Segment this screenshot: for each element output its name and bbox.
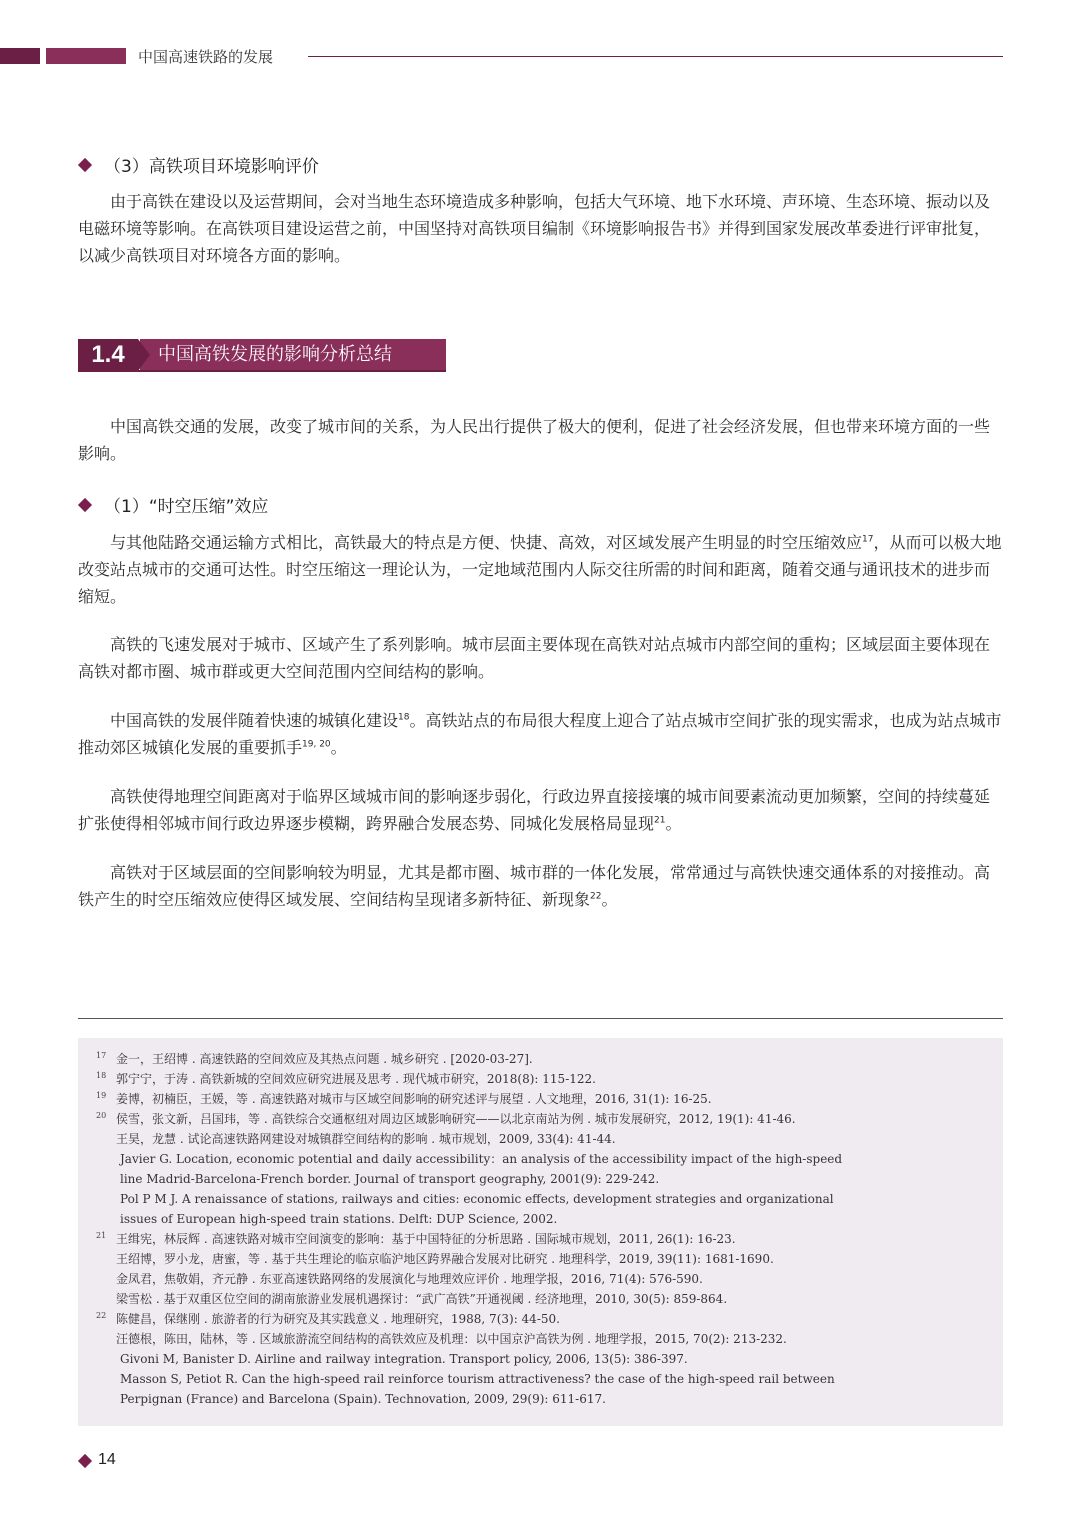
footnote-number: 18 bbox=[96, 1071, 107, 1080]
section-heading-1-4 bbox=[78, 339, 446, 371]
footnote-item bbox=[94, 1049, 994, 1069]
footnote-item bbox=[94, 1109, 994, 1129]
footnote-text: Masson S, Petiot R. Can the high-speed rail reinforce tourism attractiveness? the case of the high-speed rail between bbox=[120, 1372, 835, 1386]
footnote-item bbox=[94, 1389, 994, 1409]
paragraph-environment: 由于高铁在建设以及运营期间，会对当地生态环境造成多种影响，包括大气环境、地下水环境、声环境、生态环境、振动以及电磁环境等影响。在高铁项目建设运营之前，中国坚持对高铁项目编制《环境影响报告书》并得到国家发展改革委进行评审批复，以减少高铁项目对环境各方面的影响。 bbox=[78, 192, 991, 265]
footnote-text: 梁雪松 . 基于双重区位空间的湖南旅游业发展机遇探讨：“武广高铁”开通视阈 . 经济地理，2010, 30(5): 859-864. bbox=[116, 1292, 728, 1306]
text-run: 中国高铁的发展伴随着快速的城镇化建设 bbox=[110, 711, 399, 730]
footnote-item bbox=[94, 1249, 994, 1269]
footnote-ref: 18 bbox=[398, 712, 410, 723]
footnote-item bbox=[94, 1329, 994, 1349]
page-number: 14 bbox=[98, 1451, 116, 1468]
footnote-text: Javier G. Location, economic potential and daily accessibility：an analysis of the accessibility impact of the high-speed bbox=[120, 1152, 843, 1166]
header-bar-light bbox=[46, 48, 126, 64]
section-chevron-icon bbox=[138, 339, 150, 371]
footnote-item bbox=[94, 1349, 994, 1369]
running-header-title: 中国高速铁路的发展 bbox=[138, 48, 274, 66]
footnote-ref: 22 bbox=[590, 891, 602, 902]
footnote-text: Pol P M J. A renaissance of stations, railways and cities: economic effects, development strategies and organizational bbox=[120, 1192, 834, 1206]
footnote-item bbox=[94, 1189, 994, 1209]
footnote-item bbox=[94, 1309, 994, 1329]
section-title: 中国高铁发展的影响分析总结 bbox=[140, 339, 446, 371]
text-run: 。 bbox=[665, 814, 682, 833]
footnote-item bbox=[94, 1149, 994, 1169]
footnote-item bbox=[94, 1069, 994, 1089]
footnote-text: 王绍博，罗小龙，唐蜜，等 . 基于共生理论的临京临沪地区跨界融合发展对比研究 . 地理科学，2019, 39(11): 1681-1690. bbox=[116, 1252, 774, 1266]
page-diamond-icon bbox=[78, 1454, 92, 1468]
footnote-ref: 21 bbox=[654, 815, 666, 826]
section-underline bbox=[78, 370, 446, 372]
header-bar-dark bbox=[0, 48, 40, 64]
paragraph-3 bbox=[78, 707, 1003, 761]
footnote-text: Givoni M, Banister D. Airline and railway integration. Transport policy, 2006, 13(5): 386-397. bbox=[120, 1352, 688, 1366]
footnote-item bbox=[94, 1169, 994, 1189]
footnote-text: 郭宁宁，于涛 . 高铁新城的空间效应研究进展及思考 . 现代城市研究，2018(8): 115-122. bbox=[116, 1072, 596, 1086]
footnote-text: 金凤君，焦敬娟，齐元静 . 东亚高速铁路网络的发展演化与地理效应评价 . 地理学报，2016, 71(4): 576-590. bbox=[116, 1272, 703, 1286]
footnote-number: 19 bbox=[96, 1091, 107, 1100]
diamond-bullet-icon bbox=[78, 157, 92, 171]
footnote-text: Perpignan (France) and Barcelona (Spain). Technovation, 2009, 29(9): 611-617. bbox=[120, 1392, 606, 1406]
footnote-number: 21 bbox=[96, 1231, 107, 1240]
text-run: 。高铁站点的布局很大程度上迎合了站点城市空间扩张的现实需求，也成为站点城市推动郊区城镇化发展的重要抓手 bbox=[78, 711, 1002, 757]
footnote-text: 汪德根，陈田，陆林，等 . 区域旅游流空间结构的高铁效应及机理：以中国京沪高铁为例 . 地理学报，2015, 70(2): 213-232. bbox=[116, 1332, 787, 1346]
diamond-bullet-icon bbox=[78, 497, 92, 511]
footnote-item bbox=[94, 1089, 994, 1109]
text-run: 。 bbox=[330, 738, 347, 757]
paragraph-4 bbox=[78, 783, 1003, 837]
footnote-text: 陈健昌，保继刚 . 旅游者的行为研究及其实践意义 . 地理研究，1988, 7(3): 44-50. bbox=[116, 1312, 560, 1326]
subheading-time-space-compression bbox=[80, 492, 268, 517]
footnote-text: 王昊，龙慧 . 试论高速铁路网建设对城镇群空间结构的影响 . 城市规划，2009, 33(4): 41-44. bbox=[116, 1132, 616, 1146]
paragraph-2: 高铁的飞速发展对于城市、区域产生了系列影响。城市层面主要体现在高铁对站点城市内部空间的重构；区域层面主要体现在高铁对都市圈、城市群或更大空间范围内空间结构的影响。 bbox=[78, 635, 991, 681]
footnote-number: 20 bbox=[96, 1111, 107, 1120]
text-run: 高铁使得地理空间距离对于临界区域城市间的影响逐步弱化，行政边界直接接壤的城市间要素流动更加频繁，空间的持续蔓延扩张使得相邻城市间行政边界逐步模糊，跨界融合发展态势、同城化发展格局显现 bbox=[78, 787, 991, 833]
text-run: 与其他陆路交通运输方式相比，高铁最大的特点是方便、快捷、高效，对区域发展产生明显的时空压缩效应 bbox=[110, 533, 863, 552]
footnote-text: issues of European high-speed train stations. Delft: DUP Science, 2002. bbox=[120, 1212, 558, 1226]
subheading-environmental-assessment bbox=[80, 152, 319, 177]
footnote-item bbox=[94, 1369, 994, 1389]
header-rule bbox=[308, 56, 1003, 57]
footnote-text: 姜博，初楠臣，王媛，等 . 高速铁路对城市与区域空间影响的研究述评与展望 . 人文地理，2016, 31(1): 16-25. bbox=[116, 1092, 712, 1106]
section-number: 1.4 bbox=[78, 339, 138, 371]
footnote-item bbox=[94, 1229, 994, 1249]
footnote-text: 王缉宪，林辰辉 . 高速铁路对城市空间演变的影响：基于中国特征的分析思路 . 国际城市规划，2011, 26(1): 16-23. bbox=[116, 1232, 736, 1246]
subheading-text: （3）高铁项目环境影响评价 bbox=[104, 157, 319, 177]
footnote-text: 侯雪，张文新，吕国玮，等 . 高铁综合交通枢纽对周边区域影响研究——以北京南站为例 . 城市发展研究，2012, 19(1): 41-46. bbox=[116, 1112, 796, 1126]
subheading-text: （1）“时空压缩”效应 bbox=[104, 497, 269, 517]
paragraph-1 bbox=[78, 529, 1003, 610]
footnote-divider bbox=[78, 1018, 1003, 1019]
text-run: ，从而可以极大地改变站点城市的交通可达性。时空压缩这一理论认为，一定地域范围内人际交往所需的时间和距离，随着交通与通讯技术的进步而缩短。 bbox=[78, 533, 1002, 606]
text-run: 高铁对于区域层面的空间影响较为明显，尤其是都市圈、城市群的一体化发展，常常通过与高铁快速交通体系的对接推动。高铁产生的时空压缩效应使得区域发展、空间结构呈现诸多新特征、新现象 bbox=[78, 863, 991, 909]
footnote-item bbox=[94, 1209, 994, 1229]
footnote-text: 金一，王绍博 . 高速铁路的空间效应及其热点问题 . 城乡研究 . [2020-03-27]. bbox=[116, 1052, 533, 1066]
footnote-number: 22 bbox=[96, 1311, 107, 1320]
footnote-item bbox=[94, 1269, 994, 1289]
footnote-ref: 17 bbox=[862, 534, 874, 545]
footnote-list bbox=[94, 1049, 994, 1409]
paragraph-intro: 中国高铁交通的发展，改变了城市间的关系，为人民出行提供了极大的便利，促进了社会经济发展，但也带来环境方面的一些影响。 bbox=[78, 417, 991, 463]
footnote-ref: 19, 20 bbox=[302, 739, 331, 750]
footnote-item bbox=[94, 1129, 994, 1149]
footnote-number: 17 bbox=[96, 1051, 107, 1060]
footnote-item bbox=[94, 1289, 994, 1309]
text-run: 。 bbox=[601, 890, 618, 909]
footnote-text: line Madrid-Barcelona-French border. Journal of transport geography, 2001(9): 229-242. bbox=[120, 1172, 660, 1186]
paragraph-5 bbox=[78, 859, 1003, 913]
